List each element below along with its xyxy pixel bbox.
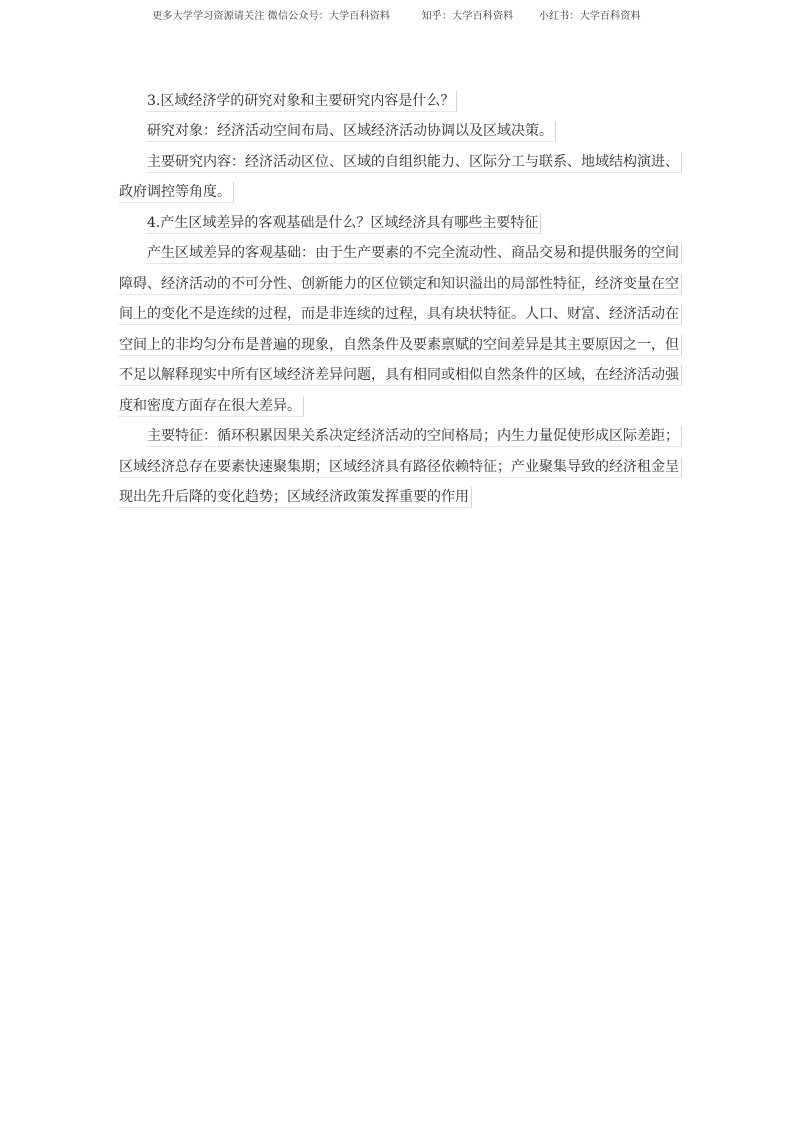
answer-3-content-text-2: 政府调控等角度。	[118, 182, 234, 203]
answer-4-features-line-2	[118, 452, 680, 483]
document-body	[118, 86, 680, 513]
answer-3-content-line-2	[118, 178, 680, 209]
header-xiaohongshu: 小红书：大学百科资料	[538, 11, 641, 22]
answer-3-content-line-1	[118, 147, 680, 178]
answer-4-basis-text-4: 空间上的非均匀分布是普遍的现象，自然条件及要素禀赋的空间差异是其主要原因之一，但	[118, 335, 682, 356]
answer-4-features-line-1	[118, 422, 680, 453]
answer-4-features-text-2: 区域经济总存在要素快速聚集期；区域经济具有路径依赖特征；产业聚集导致的经济租金呈	[118, 457, 682, 478]
answer-4-basis-text-1: 产生区域差异的客观基础：由于生产要素的不完全流动性、商品交易和提供服务的空间	[146, 243, 682, 264]
page-header	[0, 7, 793, 22]
answer-4-basis-line-3	[118, 300, 680, 331]
answer-4-basis-text-3: 间上的变化不是连续的过程，而是非连续的过程，具有块状特征。人口、财富、经济活动在	[118, 304, 682, 325]
answer-4-basis-text-2: 障碍、经济活动的不可分性、创新能力的区位锁定和知识溢出的局部性特征，经济变量在空	[118, 274, 682, 295]
answer-4-basis-line-2	[118, 269, 680, 300]
answer-4-basis-line-4	[118, 330, 680, 361]
answer-3-object	[118, 117, 680, 148]
answer-3-content-text-1: 主要研究内容：经济活动区位、区域的自组织能力、区际分工与联系、地域结构演进、	[146, 152, 682, 173]
answer-4-basis-line-1	[118, 239, 680, 270]
answer-3-object-text: 研究对象：经济活动空间布局、区域经济活动协调以及区域决策。	[146, 121, 556, 142]
answer-4-features-line-3	[118, 483, 680, 514]
answer-4-features-text-3: 现出先升后降的变化趋势；区域经济政策发挥重要的作用	[118, 487, 472, 508]
question-3-text: 3.区域经济学的研究对象和主要研究内容是什么？	[146, 91, 457, 112]
question-4-text: 4.产生区域差异的客观基础是什么？区域经济具有哪些主要特征	[146, 213, 541, 234]
header-zhihu: 知乎：大学百科资料	[421, 11, 514, 22]
header-wechat: 更多大学学习资源请关注 微信公众号：大学百科资料	[152, 11, 391, 22]
question-3	[118, 86, 680, 117]
answer-4-basis-line-5	[118, 361, 680, 392]
answer-4-features-text-1: 主要特征：循环积累因果关系决定经济活动的空间格局；内生力量促使形成区际差距；	[146, 426, 682, 447]
answer-4-basis-text-5: 不足以解释现实中所有区域经济差异问题，具有相同或相似自然条件的区域，在经济活动强	[118, 365, 682, 386]
question-4	[118, 208, 680, 239]
answer-4-basis-text-6: 度和密度方面存在很大差异。	[118, 396, 304, 417]
answer-4-basis-line-6	[118, 391, 680, 422]
